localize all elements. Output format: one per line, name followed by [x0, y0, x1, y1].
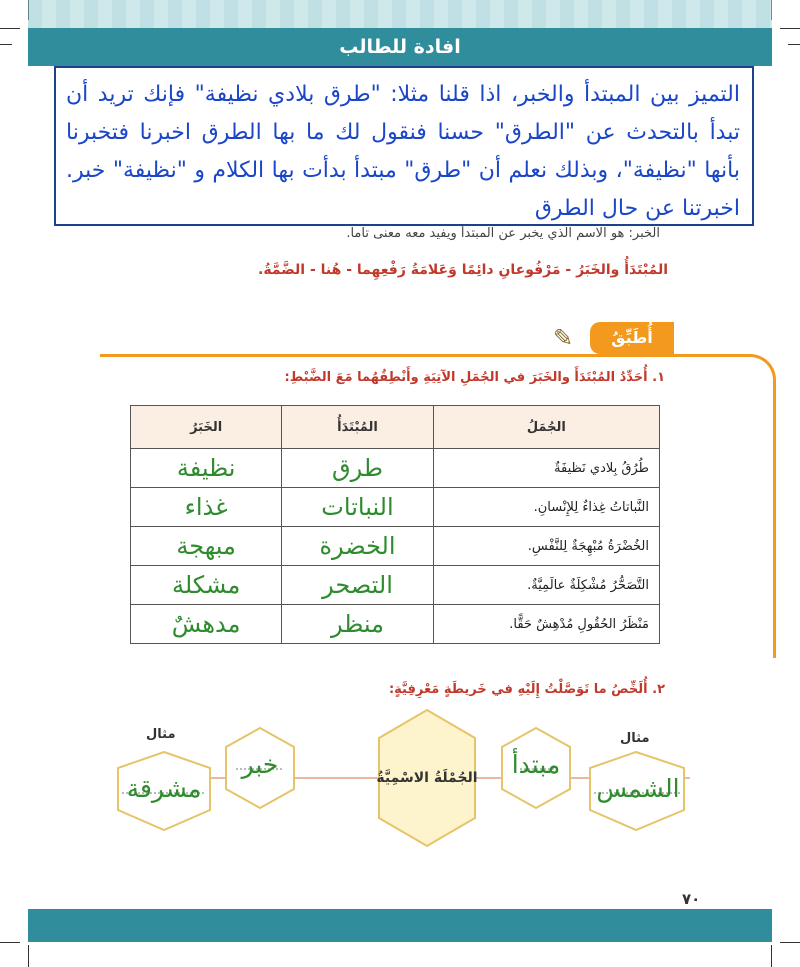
predicate-answer: نظيفة: [131, 449, 282, 488]
sentence-cell: مَنْظَرُ الحُقُولِ مُدْهِشٌ حَقًّا.: [433, 605, 659, 644]
subject-answer: طرق: [282, 449, 433, 488]
crop-mark: [771, 945, 772, 967]
example-caption-left: مثال: [146, 727, 176, 742]
question-2: ٢. أُلَخِّصُ ما تَوَصَّلْتُ إِلَيْهِ في خَريطَةٍ مَعْرِفِيَّةٍ:: [388, 682, 665, 697]
subject-label: مبتدأ: [511, 750, 561, 779]
subject-example: الشمس: [596, 774, 680, 803]
predicate-example: مشرقة: [126, 774, 202, 803]
apply-badge: أُطَبِّقُ: [590, 322, 674, 354]
crop-mark: [780, 28, 800, 29]
table-header-row: [131, 406, 660, 449]
predicate-answer: مبهجة: [131, 527, 282, 566]
question-1: ١. أُحَدِّدُ المُبْتَدَأَ والخَبَرَ في الجُمَلِ الآتِيَةِ وأَنْطِقُهُما مَعَ الضَّبْطِ:: [284, 370, 665, 385]
concept-center-label: الجُمْلَةُ الاسْمِيَّةُ: [376, 770, 478, 786]
sentence-cell: النَّباتاتُ غِذاءٌ لِلإِنْسانِ.: [433, 488, 659, 527]
example-caption-right: مثال: [620, 731, 650, 746]
grammar-rule: المُبْتَدَأُ والخَبَرُ - مَرْفُوعانِ دائِمًا وَعَلامَةُ رَفْعِهِما - هُنا - الضَّمَّةُ.: [258, 262, 668, 278]
crop-mark: [0, 44, 12, 45]
subject-answer: الخضرة: [282, 527, 433, 566]
table-row: [131, 566, 660, 605]
column-header-predicate: الخَبَرُ: [131, 406, 282, 449]
crop-mark: [28, 945, 29, 967]
answers-table: [130, 405, 660, 644]
predicate-definition: الخبر: هو الاسم الذي يخبر عن المبتدأ ويفيد معه معنى تاما.: [346, 226, 660, 241]
column-header-sentences: الجُمَلُ: [433, 406, 659, 449]
predicate-answer: غذاء: [131, 488, 282, 527]
crop-mark: [0, 28, 20, 29]
predicate-answer: مشكلة: [131, 566, 282, 605]
crop-mark: [0, 942, 20, 943]
predicate-answer: مدهشٌ: [131, 605, 282, 644]
subject-answer: منظر: [282, 605, 433, 644]
table-row: [131, 488, 660, 527]
student-tip-text: التميز بين المبتدأ والخبر، اذا قلنا مثلا: "طرق بلادي نظيفة" فإنك تريد أن تبدأ بالتحدث عن "الطرق" حسنا فنقول لك ما بها الطرق اخبرنا فتخبرنا بأنها "نظيفة"، وبذلك نعلم أن "طرق" مبتدأ بدأت بها الكلام و "نظيفة" خبر. اخبرتنا عن حال الطرق: [66, 82, 740, 221]
sentence-cell: الخُضْرَةُ مُبْهِجَةٌ لِلنَّفْسِ.: [433, 527, 659, 566]
crop-mark: [788, 44, 800, 45]
subject-answer: النباتات: [282, 488, 433, 527]
subject-answer: التصحر: [282, 566, 433, 605]
predicate-label: خبر: [241, 750, 279, 779]
sentence-cell: التَّصَحُّرُ مُشْكِلَةٌ عالَمِيَّةٌ.: [433, 566, 659, 605]
page-header-title: افادة للطالب: [339, 36, 461, 58]
student-tip-box: [54, 66, 754, 226]
table-row: [131, 449, 660, 488]
column-header-subject: المُبْتَدَأُ: [282, 406, 433, 449]
crop-mark: [780, 942, 800, 943]
footer-band: [28, 909, 772, 942]
pencil-ruler-icon: ✎: [552, 324, 574, 352]
table-row: [131, 527, 660, 566]
page-number: ٧٠: [682, 890, 701, 908]
sentence-cell: طُرُقُ بِلادي نَظيفَةٌ: [433, 449, 659, 488]
table-row: [131, 605, 660, 644]
